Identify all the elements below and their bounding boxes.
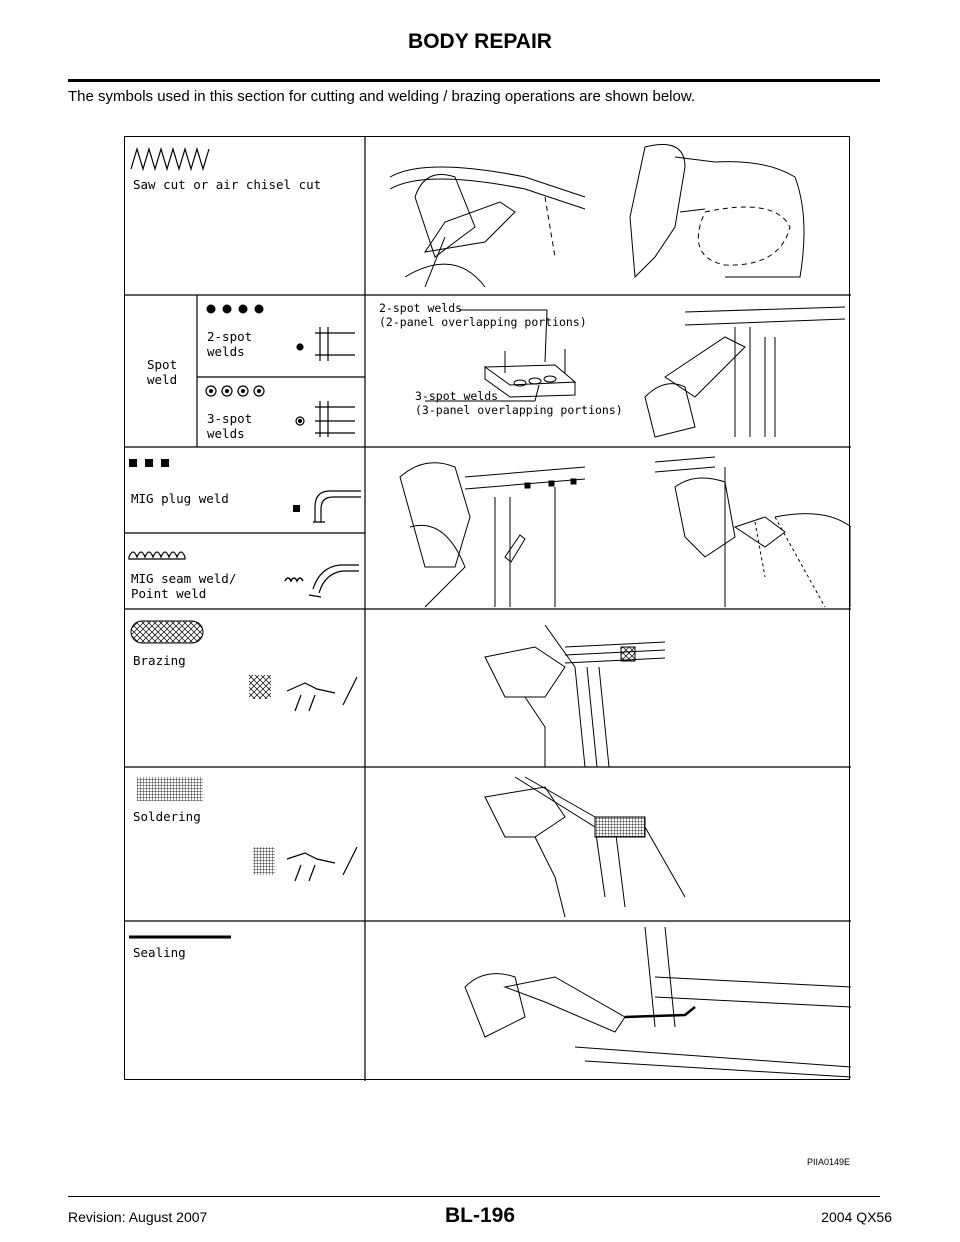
- spot-weld-label: Spot weld: [147, 357, 178, 387]
- spot-3-symbol: [206, 386, 264, 396]
- soldering-illustration: [485, 777, 685, 917]
- header-rule: [68, 79, 880, 82]
- footer-page-number: BL-196: [444, 1204, 516, 1227]
- figure-code: PIIA0149E: [806, 1157, 850, 1167]
- mig-plug-label: MIG plug weld: [131, 491, 229, 506]
- spot-weld-clamp-icons: [296, 327, 355, 437]
- brazing-illustration: [485, 625, 665, 767]
- sealing-label: Sealing: [133, 945, 186, 960]
- footer-model: 2004 QX56: [821, 1209, 892, 1225]
- mig-seam-label: MIG seam weld/ Point weld: [131, 571, 237, 601]
- mig-torch-icon: [313, 491, 361, 522]
- soldering-marker: [253, 847, 275, 875]
- spot-2-symbol: [207, 305, 264, 314]
- soldering-label: Soldering: [133, 809, 201, 824]
- saw-cut-label: Saw cut or air chisel cut: [133, 177, 322, 192]
- intro-text: The symbols used in this section for cutting and welding / brazing operations are shown below.: [68, 88, 696, 105]
- mig-seam-marker: [285, 578, 303, 581]
- sealing-illustration: [465, 927, 851, 1077]
- mig-plug-symbol: [129, 459, 169, 467]
- brazing-marker: [249, 675, 271, 699]
- mig-seam-symbol: [129, 552, 185, 559]
- callout-2-spot: 2-spot welds (2-panel overlapping portions): [379, 301, 587, 329]
- mig-weld-illustration: [400, 457, 851, 607]
- symbol-figure-drawing: [125, 137, 851, 1081]
- saw-cut-symbol: [131, 149, 209, 169]
- page-title: BODY REPAIR: [408, 30, 552, 53]
- brazing-torch-icon: [287, 677, 357, 711]
- mig-plug-marker: [293, 505, 300, 512]
- callout-3-spot: 3-spot welds (3-panel overlapping portions): [415, 389, 623, 417]
- soldering-symbol: [137, 777, 203, 801]
- brazing-symbol: [131, 621, 203, 643]
- soldering-torch-icon: [287, 847, 357, 881]
- symbol-figure: [124, 136, 850, 1080]
- spot-2-label: 2-spot welds: [207, 329, 253, 359]
- footer-revision: Revision: August 2007: [68, 1209, 208, 1225]
- brazing-label: Brazing: [133, 653, 186, 668]
- footer-rule: [68, 1196, 880, 1197]
- mig-seam-torch-icon: [309, 565, 359, 597]
- saw-cut-illustration: [390, 145, 804, 288]
- spot-3-label: 3-spot welds: [207, 411, 253, 441]
